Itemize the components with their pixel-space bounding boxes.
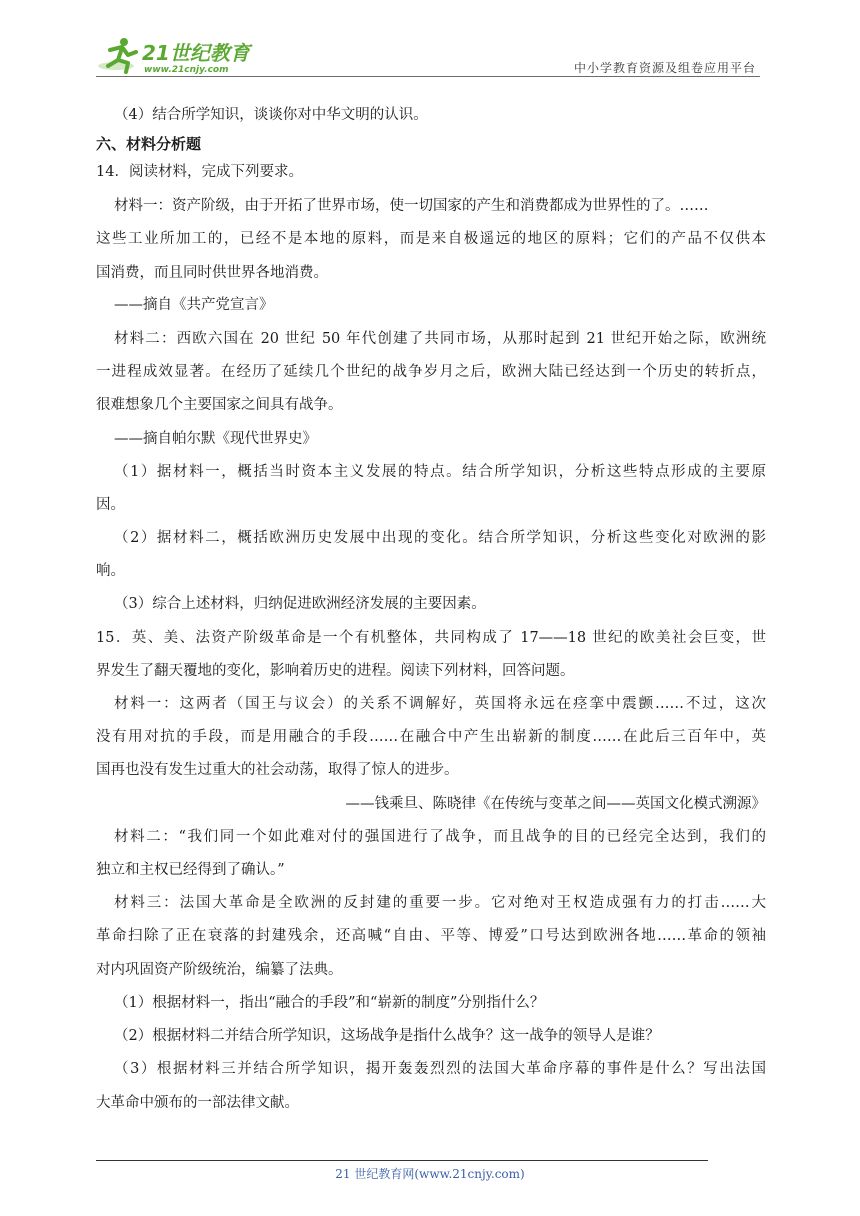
q15-material-3-line-1: 材料三：法国大革命是全欧洲的反封建的重要一步。它对绝对王权造成强有力的打击……大 xyxy=(114,895,766,911)
q15-material-2-line-2: 独立和主权已经得到了确认。” xyxy=(96,862,285,878)
q15-part-1: （1）根据材料一，指出“融合的手段”和“崭新的制度”分别指什么？ xyxy=(114,995,545,1011)
q14-material-2-line-2: 一进程成效显著。在经历了延续几个世纪的战争岁月之后，欧洲大陆已经达到一个历史的转折点， xyxy=(96,364,766,380)
q14-part-1-line-2: 因。 xyxy=(96,497,125,513)
q15-part-2: （2）根据材料二并结合所学知识，这场战争是指什么战争？这一战争的领导人是谁？ xyxy=(114,1028,660,1044)
question-15-stem-line-1: 15．英、美、法资产阶级革命是一个有机整体，共同构成了 17——18 世纪的欧美社会巨变，世 xyxy=(96,630,766,646)
q15-material-1-line-1: 材料一：这两者（国王与议会）的关系不调解好，英国将永远在痉挛中震颤……不过，这次 xyxy=(114,696,766,712)
q14-material-2-source: ——摘自帕尔默《现代世界史》 xyxy=(114,431,317,447)
q14-part-3: （3）综合上述材料，归纳促进欧洲经济发展的主要因素。 xyxy=(114,596,486,612)
question-13-part-4: （4）结合所学知识，谈谈你对中华文明的认识。 xyxy=(114,107,428,123)
runner-logo-icon xyxy=(96,36,266,76)
platform-name: 中小学教育资源及组卷应用平台 xyxy=(573,61,756,75)
section-heading: 六、材料分析题 xyxy=(96,135,202,153)
svg-text:www.21cnjy.com: www.21cnjy.com xyxy=(144,65,229,75)
q15-material-1-line-3: 国再也没有发生过重大的社会动荡，取得了惊人的进步。 xyxy=(96,762,459,778)
svg-text:21世纪教育: 21世纪教育 xyxy=(142,41,250,65)
q14-material-1-line-3: 国消费，而且同时供世界各地消费。 xyxy=(96,265,328,281)
site-logo xyxy=(96,36,266,76)
question-14-stem: 14．阅读材料，完成下列要求。 xyxy=(96,164,303,180)
q15-material-2-line-1: 材料二：“我们同一个如此难对付的强国进行了战争，而且战争的目的已经完全达到，我们的 xyxy=(114,829,766,845)
q14-material-1-line-1: 材料一：资产阶级，由于开拓了世界市场，使一切国家的产生和消费都成为世界性的了。…… xyxy=(114,198,709,214)
q14-part-2-line-2: 响。 xyxy=(96,563,125,579)
q14-material-2-line-1: 材料二：西欧六国在 20 世纪 50 年代创建了共同市场，从那时起到 21 世纪开始之际，欧洲统 xyxy=(114,331,766,347)
header-divider xyxy=(96,76,760,77)
page-footer: 21 世纪教育网(www.21cnjy.com) xyxy=(335,1167,525,1181)
q15-material-3-line-2: 革命扫除了正在衰落的封建残余，还高喊“自由、平等、博爱”口号达到欧洲各地……革命的领袖 xyxy=(96,928,766,944)
q14-material-1-source: ——摘自《共产党宣言》 xyxy=(114,297,274,313)
q14-material-2-line-3: 很难想象几个主要国家之间具有战争。 xyxy=(96,397,343,413)
q14-material-1-line-2: 这些工业所加工的，已经不是本地的原料，而是来自极遥远的地区的原料；它们的产品不仅供本 xyxy=(96,231,766,247)
footer-divider xyxy=(96,1160,708,1161)
q15-material-1-source: ——钱乘旦、陈晓律《在传统与变革之间——英国文化模式溯源》 xyxy=(345,796,766,812)
q14-part-1-line-1: （1）据材料一，概括当时资本主义发展的特点。结合所学知识，分析这些特点形成的主要原 xyxy=(114,464,766,480)
question-15-stem-line-2: 界发生了翻天覆地的变化，影响着历史的进程。阅读下列材料，回答问题。 xyxy=(96,663,575,679)
q15-material-1-line-2: 没有用对抗的手段，而是用融合的手段……在融合中产生出崭新的制度……在此后三百年中，英 xyxy=(96,729,766,745)
q15-part-3-line-2: 大革命中颁布的一部法律文献。 xyxy=(96,1095,299,1111)
q14-part-2-line-1: （2）据材料二，概括欧洲历史发展中出现的变化。结合所学知识，分析这些变化对欧洲的影 xyxy=(114,530,766,546)
q15-part-3-line-1: （3）根据材料三并结合所学知识，揭开轰轰烈烈的法国大革命序幕的事件是什么？写出法国 xyxy=(114,1061,766,1077)
q15-material-3-line-3: 对内巩固资产阶级统治，编纂了法典。 xyxy=(96,962,343,978)
page-header xyxy=(0,0,860,80)
